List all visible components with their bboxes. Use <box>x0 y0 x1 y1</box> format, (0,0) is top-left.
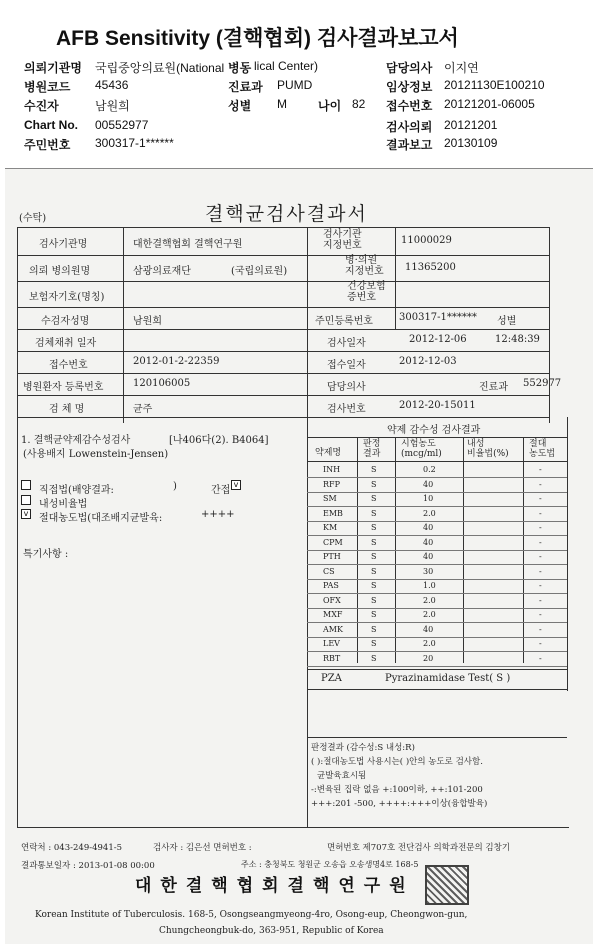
drug-name: SM <box>323 494 337 503</box>
col-ratio: 내성 비율법(%) <box>467 439 509 459</box>
ward-value: lical Center) <box>254 59 319 73</box>
legend-3: 균발육효시됨 <box>317 771 367 781</box>
license: 면허번호 제707호 전단검사 의학과전문의 김창기 <box>327 843 511 853</box>
rule <box>307 593 567 594</box>
rule <box>17 329 549 330</box>
clinical-value: 20121130E100210 <box>444 78 545 92</box>
rule <box>307 461 567 462</box>
rule <box>17 417 549 418</box>
rule <box>307 477 567 478</box>
drug-result: S <box>371 610 377 619</box>
rule <box>307 608 567 609</box>
rule <box>307 506 567 507</box>
rule <box>17 423 18 827</box>
drug-result: S <box>371 624 377 634</box>
receipt-scan-label: 접수번호 <box>49 360 88 371</box>
drug-absolute: - <box>539 639 542 648</box>
drug-absolute: - <box>539 653 542 663</box>
org-en-1: Korean Institute of Tuberculosis. 168-5, Osongseangmyeong-4ro, Osong-eup, Cheongwon-gun, <box>35 910 468 920</box>
drug-absolute: - <box>539 523 542 532</box>
department-value: PUMD <box>277 78 313 92</box>
test-time-value: 12:48:39 <box>495 334 540 345</box>
rule <box>307 579 567 580</box>
rule <box>307 550 567 551</box>
direct-close: ) <box>173 481 177 492</box>
reg-label: 병원환자 등록번호 <box>23 382 104 393</box>
rrn-value: 300317-1****** <box>95 136 174 150</box>
contact: 연락처 : 043-249-4941-5 <box>21 843 123 853</box>
req-inst-value: 삼광의료재단 <box>133 266 191 277</box>
org-en-2: Chungcheongbuk-do, 363-951, Republic of Korea <box>159 926 384 936</box>
pza-label: PZA <box>321 673 342 684</box>
doctor-scan-label: 담당의사 <box>327 382 366 393</box>
rule <box>307 637 567 638</box>
reg-value: 120106005 <box>133 378 191 389</box>
specimen-value: 균주 <box>133 404 153 415</box>
lab-inst-value: 대한결핵협회 결핵연구원 <box>133 239 243 250</box>
department-label: 진료과 <box>228 80 263 94</box>
rule <box>17 395 549 396</box>
drug-name: OFX <box>323 595 341 605</box>
drug-concentration: 2.0 <box>423 508 436 518</box>
drug-result: S <box>371 465 377 474</box>
rule <box>17 227 549 228</box>
rule <box>307 437 567 438</box>
rule <box>307 535 567 536</box>
test-no-label: 검사번호 <box>327 404 366 415</box>
drug-result: S <box>371 581 377 590</box>
legend-5: +++:201 -500, ++++:+++이상(융합발육) <box>311 799 488 809</box>
method-line2: (사용배지 Lowenstein-Jensen) <box>23 449 169 460</box>
indirect-label: 간접 <box>211 485 231 496</box>
drug-result: S <box>371 479 377 489</box>
rrn-label: 주민번호 <box>24 138 71 152</box>
drug-name: MXF <box>323 610 343 619</box>
rule <box>567 417 568 691</box>
dept-label: 진료과 <box>479 382 508 393</box>
receipt-label: 접수번호 <box>386 99 433 113</box>
drug-concentration: 0.2 <box>423 465 436 474</box>
official-seal <box>425 865 469 905</box>
rule <box>395 227 396 329</box>
abs-checkbox: v <box>21 509 31 519</box>
rule <box>307 492 567 493</box>
col-abs: 절대 농도법 <box>529 439 556 459</box>
drug-name: RFP <box>323 479 340 489</box>
rule <box>17 307 549 308</box>
rule <box>17 827 569 828</box>
receipt-value: 20121201-06005 <box>444 97 535 111</box>
drug-name: LEV <box>323 639 340 648</box>
drug-result: S <box>371 552 377 561</box>
hospital-code-value: 45436 <box>95 78 129 92</box>
drug-name: CPM <box>323 537 343 547</box>
doctor-value: 이지연 <box>444 61 479 75</box>
rule <box>307 564 567 565</box>
remarks-label: 특기사항 : <box>23 549 69 560</box>
drug-absolute: - <box>539 552 542 561</box>
drug-result: S <box>371 523 377 532</box>
ward-label: 병동 <box>228 61 252 75</box>
drug-concentration: 20 <box>423 653 434 663</box>
age-label: 나이 <box>318 99 342 113</box>
test-no-value: 2012-20-15011 <box>399 400 476 411</box>
drug-concentration: 30 <box>423 566 434 576</box>
drug-absolute: - <box>539 566 542 576</box>
test-date-value: 2012-12-06 <box>409 334 467 345</box>
direct-checkbox <box>21 480 31 490</box>
rule <box>307 227 308 423</box>
drug-result: S <box>371 494 377 503</box>
ratio-label: 내성비율법 <box>39 499 88 510</box>
rule <box>123 227 124 423</box>
direct-label: 직접법(배양결과: <box>39 485 114 496</box>
rule <box>17 351 549 352</box>
drug-name: PAS <box>323 581 339 590</box>
collect-label: 검체채취 일자 <box>35 338 97 349</box>
rule <box>307 666 567 667</box>
result-value: 20130109 <box>444 136 498 150</box>
sens-title: 약제 감수성 검사결과 <box>387 425 481 436</box>
age-value: 82 <box>352 97 366 111</box>
request-label: 검사의뢰 <box>386 120 433 134</box>
rule <box>307 651 567 652</box>
drug-absolute: - <box>539 494 542 503</box>
rule <box>307 521 567 522</box>
drug-concentration: 40 <box>423 552 434 561</box>
col-judge: 판정 결과 <box>363 439 381 459</box>
drug-concentration: 1.0 <box>423 581 436 590</box>
drug-absolute: - <box>539 581 542 590</box>
report-title: AFB Sensitivity (결핵협회) 검사결과보고서 <box>56 27 459 50</box>
legend-2: ( ):절대농도법 사용시는( )안의 농도로 검사함. <box>311 757 483 767</box>
address-kr: 주소 : 충청북도 청원군 오송읍 오송생명4로 168-5 <box>241 860 419 869</box>
hospital-code-label: 병원코드 <box>24 80 71 94</box>
rule <box>307 737 567 738</box>
drug-concentration: 40 <box>423 624 434 634</box>
col-drug: 약제명 <box>315 448 342 458</box>
scan-tag: (수탁) <box>19 213 47 224</box>
lab-code-value: 11000029 <box>401 235 452 246</box>
clinical-label: 임상정보 <box>386 80 433 94</box>
institution-value: 국립중앙의료원(National <box>95 61 225 75</box>
hosp-code-label: 병·의원 지정번호 <box>345 255 384 277</box>
receiver-label: 수진자 <box>24 99 59 113</box>
org-name: 대한결핵협회결핵연구원 <box>135 876 415 896</box>
rule <box>549 227 550 423</box>
req-inst-sub: (국립의료원) <box>231 266 288 277</box>
drug-concentration: 2.0 <box>423 610 436 619</box>
drug-name: CS <box>323 566 335 576</box>
drug-absolute: - <box>539 537 542 547</box>
drug-concentration: 10 <box>423 494 434 503</box>
hosp-code-value: 11365200 <box>405 262 456 273</box>
drug-concentration: 2.0 <box>423 639 436 648</box>
result-label: 결과보고 <box>386 138 433 152</box>
report-date: 결과통보일자 : 2013-01-08 00:00 <box>21 861 155 871</box>
drug-result: S <box>371 566 377 576</box>
examiner: 검사자 : 김은선 면허번호 : <box>153 843 252 853</box>
insurance-label: 보험자기호(명칭) <box>29 292 105 303</box>
pza-value: Pyrazinamidase Test( S ) <box>385 673 511 684</box>
rule <box>307 622 567 623</box>
drug-concentration: 40 <box>423 479 434 489</box>
rrn-scan-label: 주민등록번호 <box>315 316 373 327</box>
drug-result: S <box>371 595 377 605</box>
lab-code-label: 검사기관 지정번호 <box>323 229 362 251</box>
specimen-label: 검 체 명 <box>49 404 85 415</box>
drug-absolute: - <box>539 610 542 619</box>
legend-1: 판정결과 (감수성:S 내성:R) <box>311 743 415 753</box>
abs-label: 절대농도법(대조배지균발육: <box>39 513 163 524</box>
col-conc: 시험농도 (mcg/ml) <box>401 439 442 459</box>
drug-name: KM <box>323 523 338 532</box>
patient-value: 남원희 <box>133 316 162 327</box>
drug-absolute: - <box>539 479 542 489</box>
receipt-scan-value: 2012-01-2-22359 <box>133 356 220 367</box>
sex-label: 성별 <box>228 99 252 113</box>
rule <box>17 227 18 423</box>
drug-name: PTH <box>323 552 341 561</box>
patient-label: 수검자성명 <box>41 316 90 327</box>
abs-value: ++++ <box>201 509 235 520</box>
request-value: 20121201 <box>444 118 498 132</box>
insured-label: 건강보험 증번호 <box>347 281 386 303</box>
drug-absolute: - <box>539 595 542 605</box>
rule <box>17 373 549 374</box>
rule <box>307 669 567 670</box>
rule <box>17 281 549 282</box>
legend-4: -:변육된 집락 없음 +:100이하, ++:101-200 <box>311 785 483 795</box>
lab-inst-label: 검사기관명 <box>39 239 88 250</box>
institution-label: 의뢰기관명 <box>24 61 82 75</box>
chart-label: Chart No. <box>24 118 78 132</box>
sex-value: M <box>277 97 287 111</box>
test-date-label: 검사일자 <box>327 338 366 349</box>
drug-name: EMB <box>323 508 343 518</box>
scan-title: 결핵균검사결과서 <box>205 203 368 225</box>
drug-name: AMK <box>323 624 343 634</box>
drug-result: S <box>371 537 377 547</box>
drug-name: RBT <box>323 653 341 663</box>
drug-concentration: 2.0 <box>423 595 436 605</box>
drug-name: INH <box>323 465 341 474</box>
drug-concentration: 40 <box>423 523 434 532</box>
rrn-scan-value: 300317-1****** <box>399 312 477 323</box>
dept-value: 552977 <box>523 378 562 389</box>
req-inst-label: 의뢰 병의원명 <box>29 266 91 277</box>
drug-absolute: - <box>539 465 542 474</box>
method-line1: 1. 결핵균약제감수성검사 <box>21 435 131 446</box>
rule <box>17 255 549 256</box>
drug-result: S <box>371 639 377 648</box>
receiver-value: 남원희 <box>95 99 130 113</box>
receipt-date-label: 접수일자 <box>327 360 366 371</box>
doctor-label: 담당의사 <box>386 61 433 75</box>
receipt-date-value: 2012-12-03 <box>399 356 457 367</box>
scanned-report <box>5 168 593 944</box>
method-code: [나406다(2). B4064] <box>169 435 269 446</box>
drug-result: S <box>371 508 377 518</box>
indirect-checkbox: v <box>231 480 241 490</box>
drug-result: S <box>371 653 377 663</box>
sex-scan-label: 성별 <box>497 316 517 327</box>
drug-absolute: - <box>539 624 542 634</box>
drug-absolute: - <box>539 508 542 518</box>
drug-concentration: 40 <box>423 537 434 547</box>
chart-value: 00552977 <box>95 118 149 132</box>
ratio-checkbox <box>21 495 31 505</box>
rule <box>307 689 567 690</box>
